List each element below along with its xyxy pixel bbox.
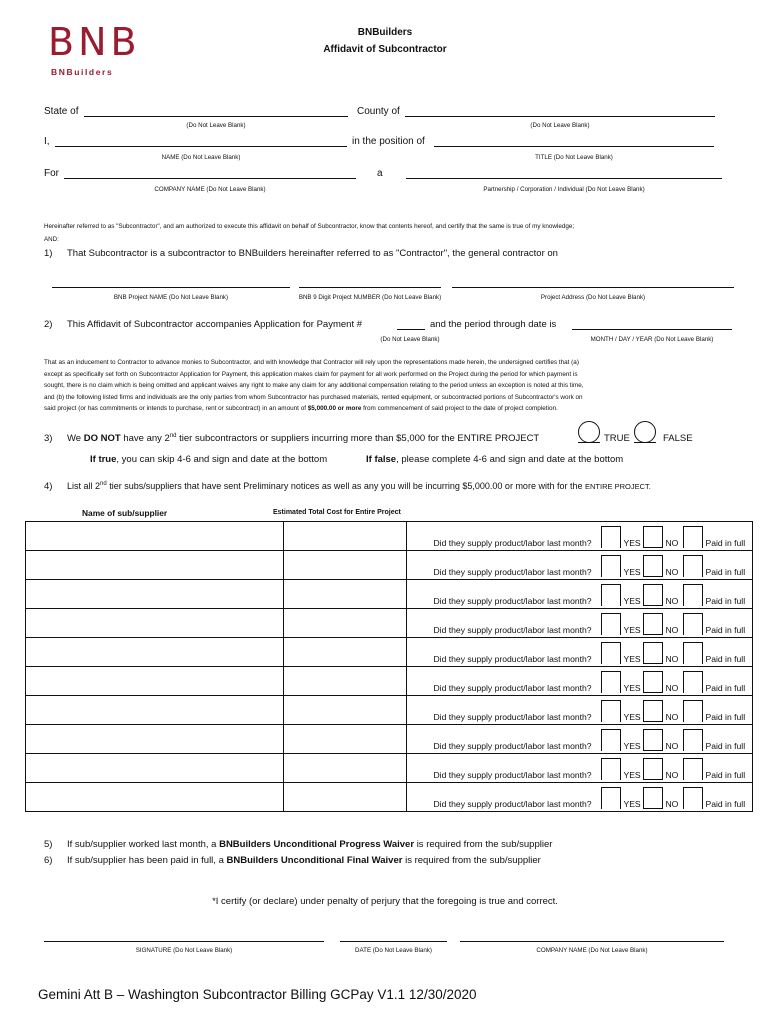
- payment-number-caption: (Do Not Leave Blank): [380, 336, 440, 343]
- item4-text-a: List all 2: [67, 481, 101, 491]
- name-caption: NAME (Do Not Leave Blank): [161, 154, 241, 161]
- inducement-paragraph: [44, 357, 744, 415]
- if-false-bold: If false: [366, 454, 397, 465]
- yes-label: YES: [623, 741, 641, 751]
- item3-sup: nd: [169, 433, 177, 439]
- no-label: NO: [665, 654, 679, 664]
- footer-text: Gemini Att B – Washington Subcontractor Billing GCPay V1.1 12/30/2020: [38, 987, 477, 1002]
- paid-checkbox[interactable]: [683, 584, 703, 606]
- status-cell: [407, 551, 753, 580]
- last-month-question: Did they supply product/labor last month?: [433, 770, 592, 780]
- cost-cell[interactable]: [283, 580, 407, 609]
- item3-have-any: have any 2: [123, 433, 170, 445]
- cost-cell[interactable]: [283, 667, 407, 696]
- cost-cell[interactable]: [283, 696, 407, 725]
- yes-label: YES: [623, 799, 641, 809]
- table-row: [26, 696, 753, 725]
- item3-we: We: [67, 433, 82, 445]
- title-field[interactable]: [434, 146, 714, 147]
- paid-label: Paid in full: [705, 770, 746, 780]
- if-false-text: [366, 454, 623, 465]
- no-checkbox[interactable]: [643, 758, 663, 780]
- item4-text-c: ENTIRE PROJECT.: [584, 482, 651, 491]
- no-checkbox[interactable]: [643, 613, 663, 635]
- status-line: [407, 563, 752, 577]
- state-field[interactable]: [84, 116, 348, 117]
- item6-a: If sub/supplier has been paid in full, a: [67, 855, 224, 866]
- company-field[interactable]: [64, 178, 356, 179]
- last-month-question: Did they supply product/labor last month?: [433, 799, 592, 809]
- item6-number: 6): [44, 855, 53, 866]
- col-name-header: Name of sub/supplier: [82, 508, 168, 518]
- no-label: NO: [665, 712, 679, 722]
- status-line: [407, 708, 752, 722]
- sub-name-cell[interactable]: [26, 696, 284, 725]
- item3-rest: tier subcontractors or suppliers incurring more than $5,000 for the ENTIRE PROJECT: [179, 433, 540, 445]
- no-checkbox[interactable]: [643, 555, 663, 577]
- yes-label: YES: [623, 538, 641, 548]
- period-date-caption: MONTH / DAY / YEAR (Do Not Leave Blank): [590, 336, 714, 343]
- payment-number-field[interactable]: [397, 329, 425, 330]
- item3-do-not: DO NOT: [83, 433, 121, 445]
- yes-label: YES: [623, 712, 641, 722]
- cost-cell[interactable]: [283, 725, 407, 754]
- if-false-rest: , please complete 4-6 and sign and date at the bottom: [396, 454, 624, 465]
- logo-subtitle: BNBuilders: [51, 67, 114, 77]
- inducement-line: [44, 403, 744, 415]
- paid-label: Paid in full: [705, 799, 746, 809]
- no-checkbox[interactable]: [643, 729, 663, 751]
- item6-c: is required from the sub/supplier: [405, 855, 541, 866]
- status-cell: [407, 522, 753, 551]
- table-row: [26, 667, 753, 696]
- sub-name-cell[interactable]: [26, 609, 284, 638]
- status-cell: [407, 725, 753, 754]
- last-month-question: Did they supply product/labor last month?: [433, 741, 592, 751]
- table-row: [26, 609, 753, 638]
- county-caption: (Do Not Leave Blank): [530, 122, 590, 129]
- no-checkbox[interactable]: [643, 526, 663, 548]
- yes-label: YES: [623, 770, 641, 780]
- if-true-text: [90, 454, 327, 465]
- table-row: [26, 725, 753, 754]
- inducement-text: from commencement of said project to the date of project completion.: [363, 405, 558, 413]
- item2-text-a: This Affidavit of Subcontractor accompanies Application for Payment #: [67, 319, 363, 330]
- paid-label: Paid in full: [705, 625, 746, 635]
- last-month-question: Did they supply product/labor last month?: [433, 538, 592, 548]
- yes-checkbox[interactable]: [601, 671, 621, 693]
- title-caption: TITLE (Do Not Leave Blank): [535, 154, 613, 161]
- status-line: [407, 621, 752, 635]
- company-name: BNBuilders: [357, 27, 413, 38]
- cost-cell[interactable]: [283, 551, 407, 580]
- yes-label: YES: [623, 683, 641, 693]
- status-line: [407, 592, 752, 606]
- item3-number: 3): [44, 433, 53, 444]
- status-cell: [407, 609, 753, 638]
- last-month-question: Did they supply product/labor last month?: [433, 712, 592, 722]
- paid-checkbox[interactable]: [683, 671, 703, 693]
- county-field[interactable]: [405, 116, 715, 117]
- false-option[interactable]: [634, 421, 656, 443]
- last-month-question: Did they supply product/labor last month?: [433, 625, 592, 635]
- item5-a: If sub/supplier worked last month, a: [67, 839, 217, 850]
- yes-label: YES: [623, 654, 641, 664]
- item5-c: is required from the sub/supplier: [416, 839, 553, 850]
- yes-checkbox[interactable]: [601, 758, 621, 780]
- inducement-line: except as specifically set forth on Subcontractor Application for Payment, this application makes claim for payment for all work performed on the Project during the period for which payment is: [44, 370, 578, 378]
- signature-field[interactable]: [44, 941, 324, 942]
- yes-label: YES: [623, 596, 641, 606]
- no-checkbox[interactable]: [643, 787, 663, 809]
- state-caption: (Do Not Leave Blank): [186, 122, 246, 129]
- paid-checkbox[interactable]: [683, 642, 703, 664]
- yes-checkbox[interactable]: [601, 584, 621, 606]
- inducement-amount: $5,000.00 or more: [307, 405, 362, 413]
- paid-checkbox[interactable]: [683, 758, 703, 780]
- company-caption: COMPANY NAME (Do Not Leave Blank): [154, 186, 266, 193]
- last-month-question: Did they supply product/labor last month?: [433, 596, 592, 606]
- status-line: [407, 534, 752, 548]
- inducement-line: and (b) the following listed firms and individuals are the only parties from whom Subcontractor has purchased materials, rented equipment, or subcontracted portions of Subcontractor's work on: [44, 393, 583, 401]
- item6-text: [67, 855, 541, 866]
- cost-cell[interactable]: [283, 522, 407, 551]
- true-option[interactable]: [578, 421, 600, 443]
- project-name-field[interactable]: [52, 287, 290, 288]
- sub-name-cell[interactable]: [26, 522, 284, 551]
- yes-checkbox[interactable]: [601, 555, 621, 577]
- col-cost-header: Estimated Total Cost for Entire Project: [273, 509, 401, 516]
- table-row: [26, 551, 753, 580]
- no-label: NO: [665, 741, 679, 751]
- status-cell: [407, 580, 753, 609]
- entity-type-field[interactable]: [406, 178, 722, 179]
- date-caption: DATE (Do Not Leave Blank): [355, 947, 432, 954]
- logo-letters: BNB: [48, 20, 141, 64]
- inducement-text: said project (or has commitments or intends to purchase, rent or subcontract) in an amount of: [44, 405, 306, 413]
- table-row: [26, 783, 753, 812]
- item3-text: [67, 433, 539, 444]
- paid-label: Paid in full: [705, 596, 746, 606]
- no-label: NO: [665, 625, 679, 635]
- if-true-bold: If true: [90, 454, 117, 465]
- paid-label: Paid in full: [705, 567, 746, 577]
- sub-name-cell[interactable]: [26, 783, 284, 812]
- last-month-question: Did they supply product/labor last month?: [433, 567, 592, 577]
- item2-text-b: and the period through date is: [430, 319, 557, 330]
- date-field[interactable]: [340, 941, 447, 942]
- sub-name-cell[interactable]: [26, 725, 284, 754]
- paid-label: Paid in full: [705, 654, 746, 664]
- no-label: NO: [665, 799, 679, 809]
- item4-number: 4): [44, 481, 53, 492]
- table-row: [26, 580, 753, 609]
- false-label: FALSE: [663, 433, 693, 444]
- status-line: [407, 795, 752, 809]
- status-cell: [407, 638, 753, 667]
- yes-checkbox[interactable]: [601, 729, 621, 751]
- subs-table: [25, 521, 753, 812]
- paid-checkbox[interactable]: [683, 700, 703, 722]
- position-label: in the position of: [352, 136, 425, 147]
- item5-number: 5): [44, 839, 53, 850]
- paid-checkbox[interactable]: [683, 729, 703, 751]
- item5-b: BNBuilders Unconditional Progress Waiver: [219, 839, 415, 850]
- yes-checkbox[interactable]: [601, 642, 621, 664]
- intro-text: Hereinafter referred to as "Subcontractor", and am authorized to execute this affidavit on behalf of Subcontractor, know that contents hereof, and certify that the same is true of my knowledge;: [44, 223, 575, 230]
- status-line: [407, 737, 752, 751]
- signature-company-field[interactable]: [460, 941, 724, 942]
- entity-type-caption: Partnership / Corporation / Individual (Do Not Leave Blank): [483, 186, 645, 193]
- paid-checkbox[interactable]: [683, 555, 703, 577]
- paid-label: Paid in full: [705, 712, 746, 722]
- sub-name-cell[interactable]: [26, 667, 284, 696]
- project-address-field[interactable]: [452, 287, 734, 288]
- a-label: a: [377, 168, 383, 179]
- name-field[interactable]: [55, 146, 347, 147]
- yes-label: YES: [623, 625, 641, 635]
- document-title: Affidavit of Subcontractor: [323, 44, 447, 55]
- if-true-rest: , you can skip 4-6 and sign and date at the bottom: [116, 454, 328, 465]
- sub-name-cell[interactable]: [26, 580, 284, 609]
- yes-checkbox[interactable]: [601, 526, 621, 548]
- cost-cell[interactable]: [283, 783, 407, 812]
- no-label: NO: [665, 770, 679, 780]
- no-label: NO: [665, 683, 679, 693]
- item1-number: 1): [44, 248, 53, 259]
- item1-text: That Subcontractor is a subcontractor to BNBuilders hereinafter referred to as "Contractor", the general contractor on: [67, 248, 558, 259]
- item4-text-b: tier subs/suppliers that have sent Preliminary notices as well as any you will be incurring $5,000.00 or more with for the: [109, 481, 583, 491]
- no-checkbox[interactable]: [643, 584, 663, 606]
- status-cell: [407, 754, 753, 783]
- no-label: NO: [665, 538, 679, 548]
- true-label: TRUE: [604, 433, 630, 444]
- item2-number: 2): [44, 319, 53, 330]
- county-label: County of: [357, 106, 400, 117]
- no-checkbox[interactable]: [643, 671, 663, 693]
- project-name-caption: BNB Project NAME (Do Not Leave Blank): [113, 294, 229, 301]
- intro-and: AND:: [44, 236, 59, 243]
- sub-name-cell[interactable]: [26, 638, 284, 667]
- signature-caption: SIGNATURE (Do Not Leave Blank): [135, 947, 233, 954]
- false-underline: [634, 442, 656, 443]
- status-cell: [407, 783, 753, 812]
- cost-cell[interactable]: [283, 638, 407, 667]
- no-label: NO: [665, 567, 679, 577]
- yes-checkbox[interactable]: [601, 700, 621, 722]
- project-address-caption: Project Address (Do Not Leave Blank): [540, 294, 646, 301]
- item6-b: BNBuilders Unconditional Final Waiver: [226, 855, 403, 866]
- inducement-line: sought, there is no claim which is being omitted and applicant waives any right to make any claim for any additional compensation relating to the period unless an exception is noted at this time,: [44, 382, 584, 390]
- paid-label: Paid in full: [705, 741, 746, 751]
- status-cell: [407, 696, 753, 725]
- yes-checkbox[interactable]: [601, 787, 621, 809]
- last-month-question: Did they supply product/labor last month?: [433, 683, 592, 693]
- status-cell: [407, 667, 753, 696]
- last-month-question: Did they supply product/labor last month?: [433, 654, 592, 664]
- inducement-line: That as an inducement to Contractor to advance monies to Subcontractor, and with knowledge that Contractor will rely upon the representations made herein, the undersigned certifies that (a): [44, 359, 579, 366]
- paid-label: Paid in full: [705, 538, 746, 548]
- cost-cell[interactable]: [283, 754, 407, 783]
- paid-checkbox[interactable]: [683, 787, 703, 809]
- status-line: [407, 679, 752, 693]
- item4-sup: nd: [100, 481, 107, 487]
- table-row: [26, 638, 753, 667]
- no-checkbox[interactable]: [643, 700, 663, 722]
- cost-cell[interactable]: [283, 609, 407, 638]
- yes-checkbox[interactable]: [601, 613, 621, 635]
- project-number-field[interactable]: [299, 287, 441, 288]
- signature-company-caption: COMPANY NAME (Do Not Leave Blank): [536, 947, 648, 954]
- no-checkbox[interactable]: [643, 642, 663, 664]
- project-number-caption: BNB 9 Digit Project NUMBER (Do Not Leave Blank): [298, 294, 442, 301]
- paid-checkbox[interactable]: [683, 526, 703, 548]
- item5-text: [67, 839, 552, 850]
- table-row: [26, 754, 753, 783]
- no-label: NO: [665, 596, 679, 606]
- i-label: I,: [44, 136, 50, 147]
- sub-name-cell[interactable]: [26, 551, 284, 580]
- table-row: [26, 522, 753, 551]
- status-line: [407, 766, 752, 780]
- true-underline: [578, 442, 600, 443]
- status-line: [407, 650, 752, 664]
- yes-label: YES: [623, 567, 641, 577]
- paid-checkbox[interactable]: [683, 613, 703, 635]
- paid-label: Paid in full: [705, 683, 746, 693]
- certify-statement: *I certify (or declare) under penalty of perjury that the foregoing is true and correct.: [212, 896, 558, 907]
- for-label: For: [44, 168, 59, 179]
- sub-name-cell[interactable]: [26, 754, 284, 783]
- item4-text: [67, 481, 651, 491]
- state-label: State of: [44, 106, 79, 117]
- period-date-field[interactable]: [572, 329, 732, 330]
